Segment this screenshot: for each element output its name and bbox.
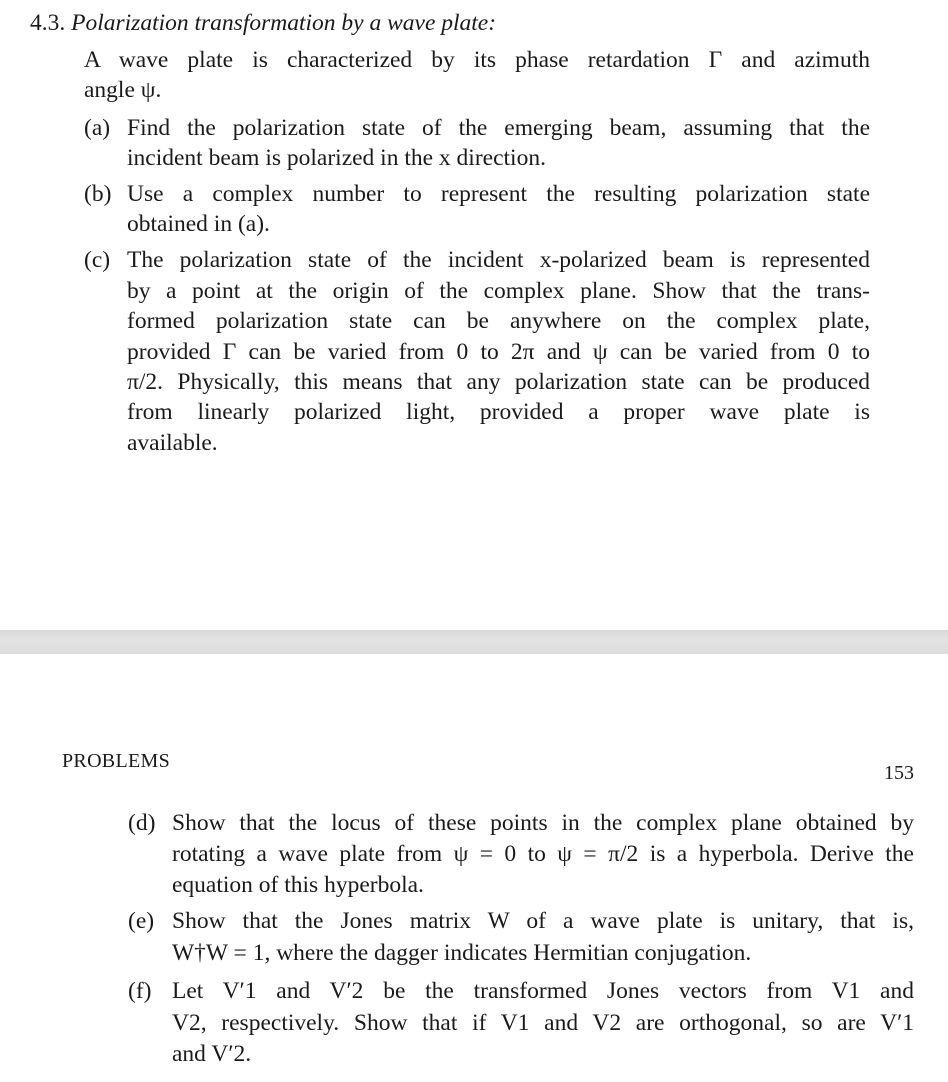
part-f-line-2: V2, respectively. Show that if V1 and V2 are orthogonal, so are V′1	[172, 1010, 914, 1036]
part-e-label: (e)	[128, 908, 155, 934]
part-c-line-2: by a point at the origin of the complex plane. Show that the trans-	[127, 278, 870, 304]
part-e-line-1: Show that the Jones matrix W of a wave plate is unitary, that is,	[172, 908, 914, 934]
part-c-line-5: π/2. Physically, this means that any polarization state can be produced	[127, 369, 870, 395]
part-b-line-1: Use a complex number to represent the resulting polarization state	[127, 181, 870, 207]
page-number: 153	[884, 762, 914, 784]
part-d-label: (d)	[128, 810, 156, 836]
part-f-label: (f)	[128, 978, 152, 1004]
part-b-line-2: obtained in (a).	[127, 211, 270, 237]
part-c-line-3: formed polarization state can be anywhere on the complex plate,	[127, 308, 870, 334]
problem-number: 4.3.	[30, 10, 66, 36]
page-separator	[0, 630, 948, 654]
bottom-page	[0, 654, 948, 1082]
part-d-line-2: rotating a wave plate from ψ = 0 to ψ = π/2 is a hyperbola. Derive the	[172, 841, 914, 867]
part-a-line-1: Find the polarization state of the emerging beam, assuming that the	[127, 115, 870, 141]
part-c-line-6: from linearly polarized light, provided a proper wave plate is	[127, 399, 870, 425]
part-d-line-3: equation of this hyperbola.	[172, 872, 424, 898]
part-d-line-1: Show that the locus of these points in the complex plane obtained by	[172, 810, 914, 836]
part-c-label: (c)	[84, 247, 111, 273]
running-head: PROBLEMS	[62, 750, 170, 772]
part-c-line-7: available.	[127, 430, 218, 456]
part-f-line-3: and V′2.	[172, 1041, 252, 1067]
part-a-label: (a)	[84, 115, 111, 141]
part-c-line-1: The polarization state of the incident x-polarized beam is represented	[127, 247, 870, 273]
problem-title: Polarization transformation by a wave plate:	[71, 10, 497, 36]
part-f-line-1: Let V′1 and V′2 be the transformed Jones vectors from V1 and	[172, 978, 914, 1004]
part-e-line-2: W†W = 1, where the dagger indicates Hermitian conjugation.	[172, 940, 752, 966]
intro-line-1: A wave plate is characterized by its phase retardation Γ and azimuth	[84, 47, 870, 73]
part-c-line-4: provided Γ can be varied from 0 to 2π and ψ can be varied from 0 to	[127, 339, 870, 365]
problem-heading	[30, 8, 496, 38]
part-a-line-2: incident beam is polarized in the x direction.	[127, 145, 546, 171]
part-b-label: (b)	[84, 181, 112, 207]
intro-line-2: angle ψ.	[84, 77, 162, 103]
